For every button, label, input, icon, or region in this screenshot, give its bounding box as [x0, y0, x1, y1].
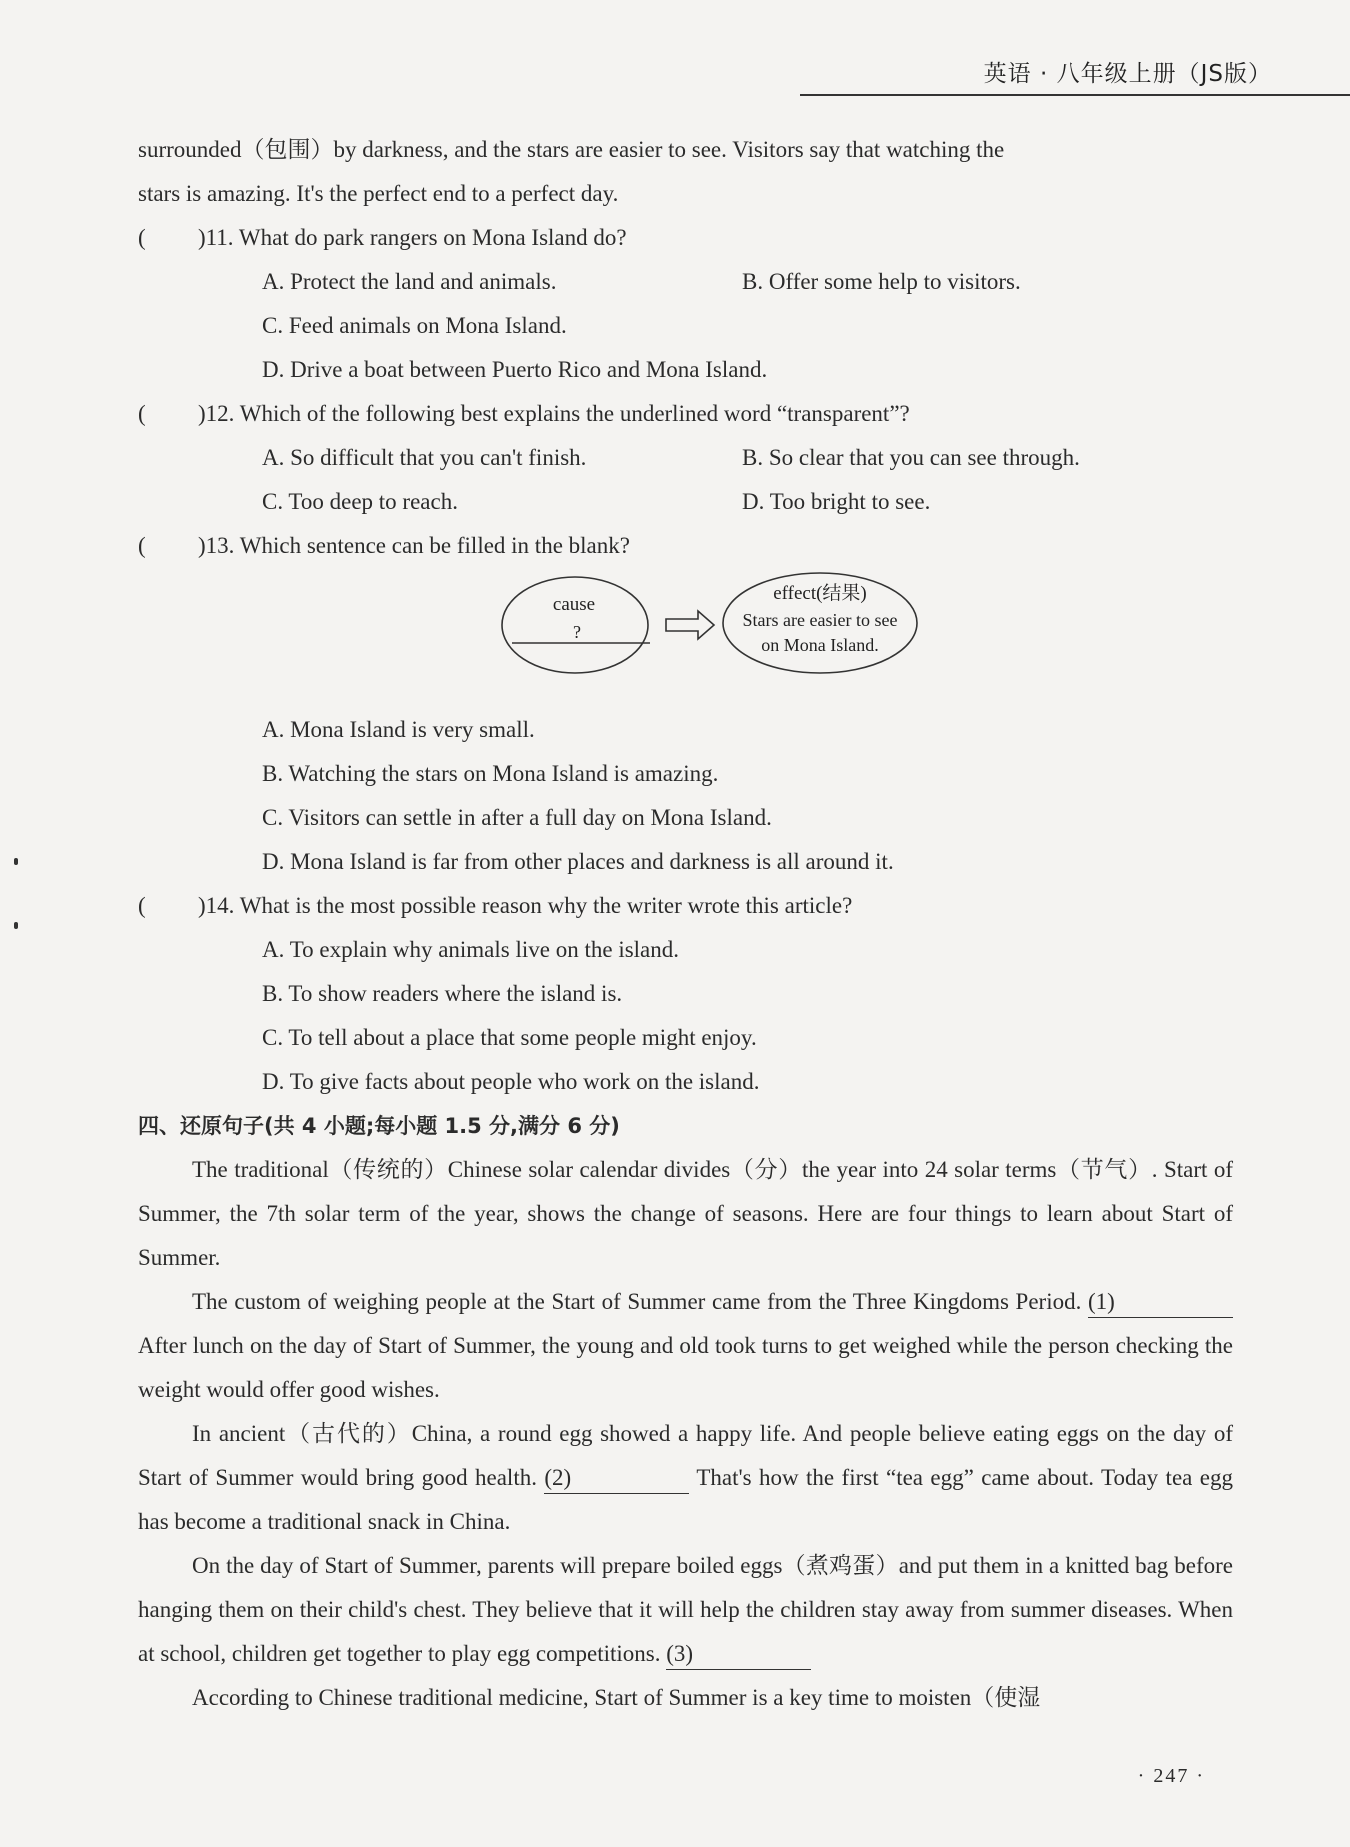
paragraph-4 [138, 1544, 1233, 1676]
cause-effect-diagram [138, 568, 1233, 708]
option-row [138, 348, 1233, 392]
option-b: B. Offer some help to visitors. [742, 269, 1021, 294]
question-12 [138, 392, 1233, 436]
option-row [138, 436, 1233, 480]
answer-paren[interactable]: ( [138, 533, 146, 558]
page-content [138, 128, 1233, 1720]
scan-mark [14, 922, 18, 929]
option-row [138, 1016, 1233, 1060]
answer-blank-1[interactable]: (1) [1088, 1287, 1233, 1318]
option-row [138, 304, 1233, 348]
effect-label: effect(结果) [773, 583, 867, 604]
paragraph-text: In ancient（古代的）China, a round egg showed a happy life. And people believe eating eggs on the day of Start of Summer would bring good health. [138, 1421, 1233, 1490]
option-b: B. Watching the stars on Mona Island is amazing. [262, 761, 719, 786]
page-number: · 247 · [1137, 1765, 1205, 1787]
page-header [0, 0, 1350, 95]
answer-blank-3[interactable]: (3) [666, 1639, 811, 1670]
option-a: A. To explain why animals live on the island. [262, 937, 680, 962]
intro-line: surrounded（包围）by darkness, and the stars are easier to see. Visitors say that watching the [138, 137, 1005, 162]
question-number: )14. [198, 893, 235, 918]
cause-label: cause [552, 594, 596, 615]
arrow-icon [666, 611, 714, 639]
option-b: B. To show readers where the island is. [262, 981, 623, 1006]
option-row [138, 796, 1233, 840]
option-c: C. Feed animals on Mona Island. [262, 313, 567, 338]
option-d: D. To give facts about people who work on the island. [262, 1069, 760, 1094]
question-text: Which of the following best explains the underlined word “transparent”? [239, 401, 910, 426]
option-row [138, 972, 1233, 1016]
paragraph-5: According to Chinese traditional medicine, Start of Summer is a key time to moisten（使湿 [192, 1685, 1041, 1710]
option-d: D. Mona Island is far from other places and darkness is all around it. [262, 849, 894, 874]
option-c: C. To tell about a place that some people might enjoy. [262, 1025, 757, 1050]
paragraph-2 [138, 1280, 1233, 1412]
question-number: )12. [198, 401, 235, 426]
option-d: D. Too bright to see. [742, 489, 931, 514]
option-row [138, 260, 1233, 304]
book-title: 英语 · 八年级上册（JS版） [983, 61, 1272, 87]
question-14 [138, 884, 1233, 928]
option-row [138, 752, 1233, 796]
cause-blank-mark: ? [573, 622, 581, 642]
option-row [138, 1060, 1233, 1104]
paragraph-text: The custom of weighing people at the Start of Summer came from the Three Kingdoms Period. [192, 1289, 1082, 1314]
paragraph-text: On the day of Start of Summer, parents will prepare boiled eggs（煮鸡蛋）and put them in a knitted bag before hanging them on their child's chest. They believe that it will help the children stay away from summer diseases. When at school, children get together to play egg competitions. [138, 1553, 1233, 1666]
option-b: B. So clear that you can see through. [742, 445, 1080, 470]
effect-line-1: Stars are easier to see [742, 610, 898, 630]
paragraph-1: The traditional（传统的）Chinese solar calendar divides（分）the year into 24 solar terms（节气）. Start of Summer, the 7th solar term of the year, shows the change of seasons. Here are four things to learn about Start of Summer. [138, 1157, 1233, 1270]
option-c: C. Too deep to reach. [262, 489, 458, 514]
option-row [138, 708, 1233, 752]
paragraph-text: After lunch on the day of Start of Summer, the young and old took turns to get weighed while the person checking the weight would offer good wishes. [138, 1333, 1233, 1402]
question-text: What do park rangers on Mona Island do? [238, 225, 627, 250]
option-a: A. Protect the land and animals. [262, 269, 557, 294]
answer-paren[interactable]: ( [138, 225, 146, 250]
option-a: A. Mona Island is very small. [262, 717, 535, 742]
paragraph-text: That's how the first “tea egg” came about. Today tea egg has become a traditional snack in China. [138, 1465, 1233, 1534]
option-c: C. Visitors can settle in after a full day on Mona Island. [262, 805, 772, 830]
question-11 [138, 216, 1233, 260]
option-a: A. So difficult that you can't finish. [262, 445, 587, 470]
header-rule [800, 94, 1350, 96]
intro-line: stars is amazing. It's the perfect end to a perfect day. [138, 181, 619, 206]
cause-effect-svg [500, 570, 920, 680]
option-d: D. Drive a boat between Puerto Rico and Mona Island. [262, 357, 768, 382]
question-13 [138, 524, 1233, 568]
question-text: What is the most possible reason why the writer wrote this article? [239, 893, 853, 918]
section-title: 四、还原句子(共 4 小题;每小题 1.5 分,满分 6 分) [138, 1114, 620, 1138]
scan-mark [14, 858, 18, 865]
effect-line-2: on Mona Island. [761, 635, 879, 655]
answer-paren[interactable]: ( [138, 893, 146, 918]
question-number: )11. [198, 225, 234, 250]
option-row [138, 480, 1233, 524]
question-number: )13. [198, 533, 235, 558]
option-row [138, 928, 1233, 972]
answer-blank-2[interactable]: (2) [544, 1463, 689, 1494]
question-text: Which sentence can be filled in the blank? [239, 533, 630, 558]
paragraph-3 [138, 1412, 1233, 1544]
answer-paren[interactable]: ( [138, 401, 146, 426]
option-row [138, 840, 1233, 884]
